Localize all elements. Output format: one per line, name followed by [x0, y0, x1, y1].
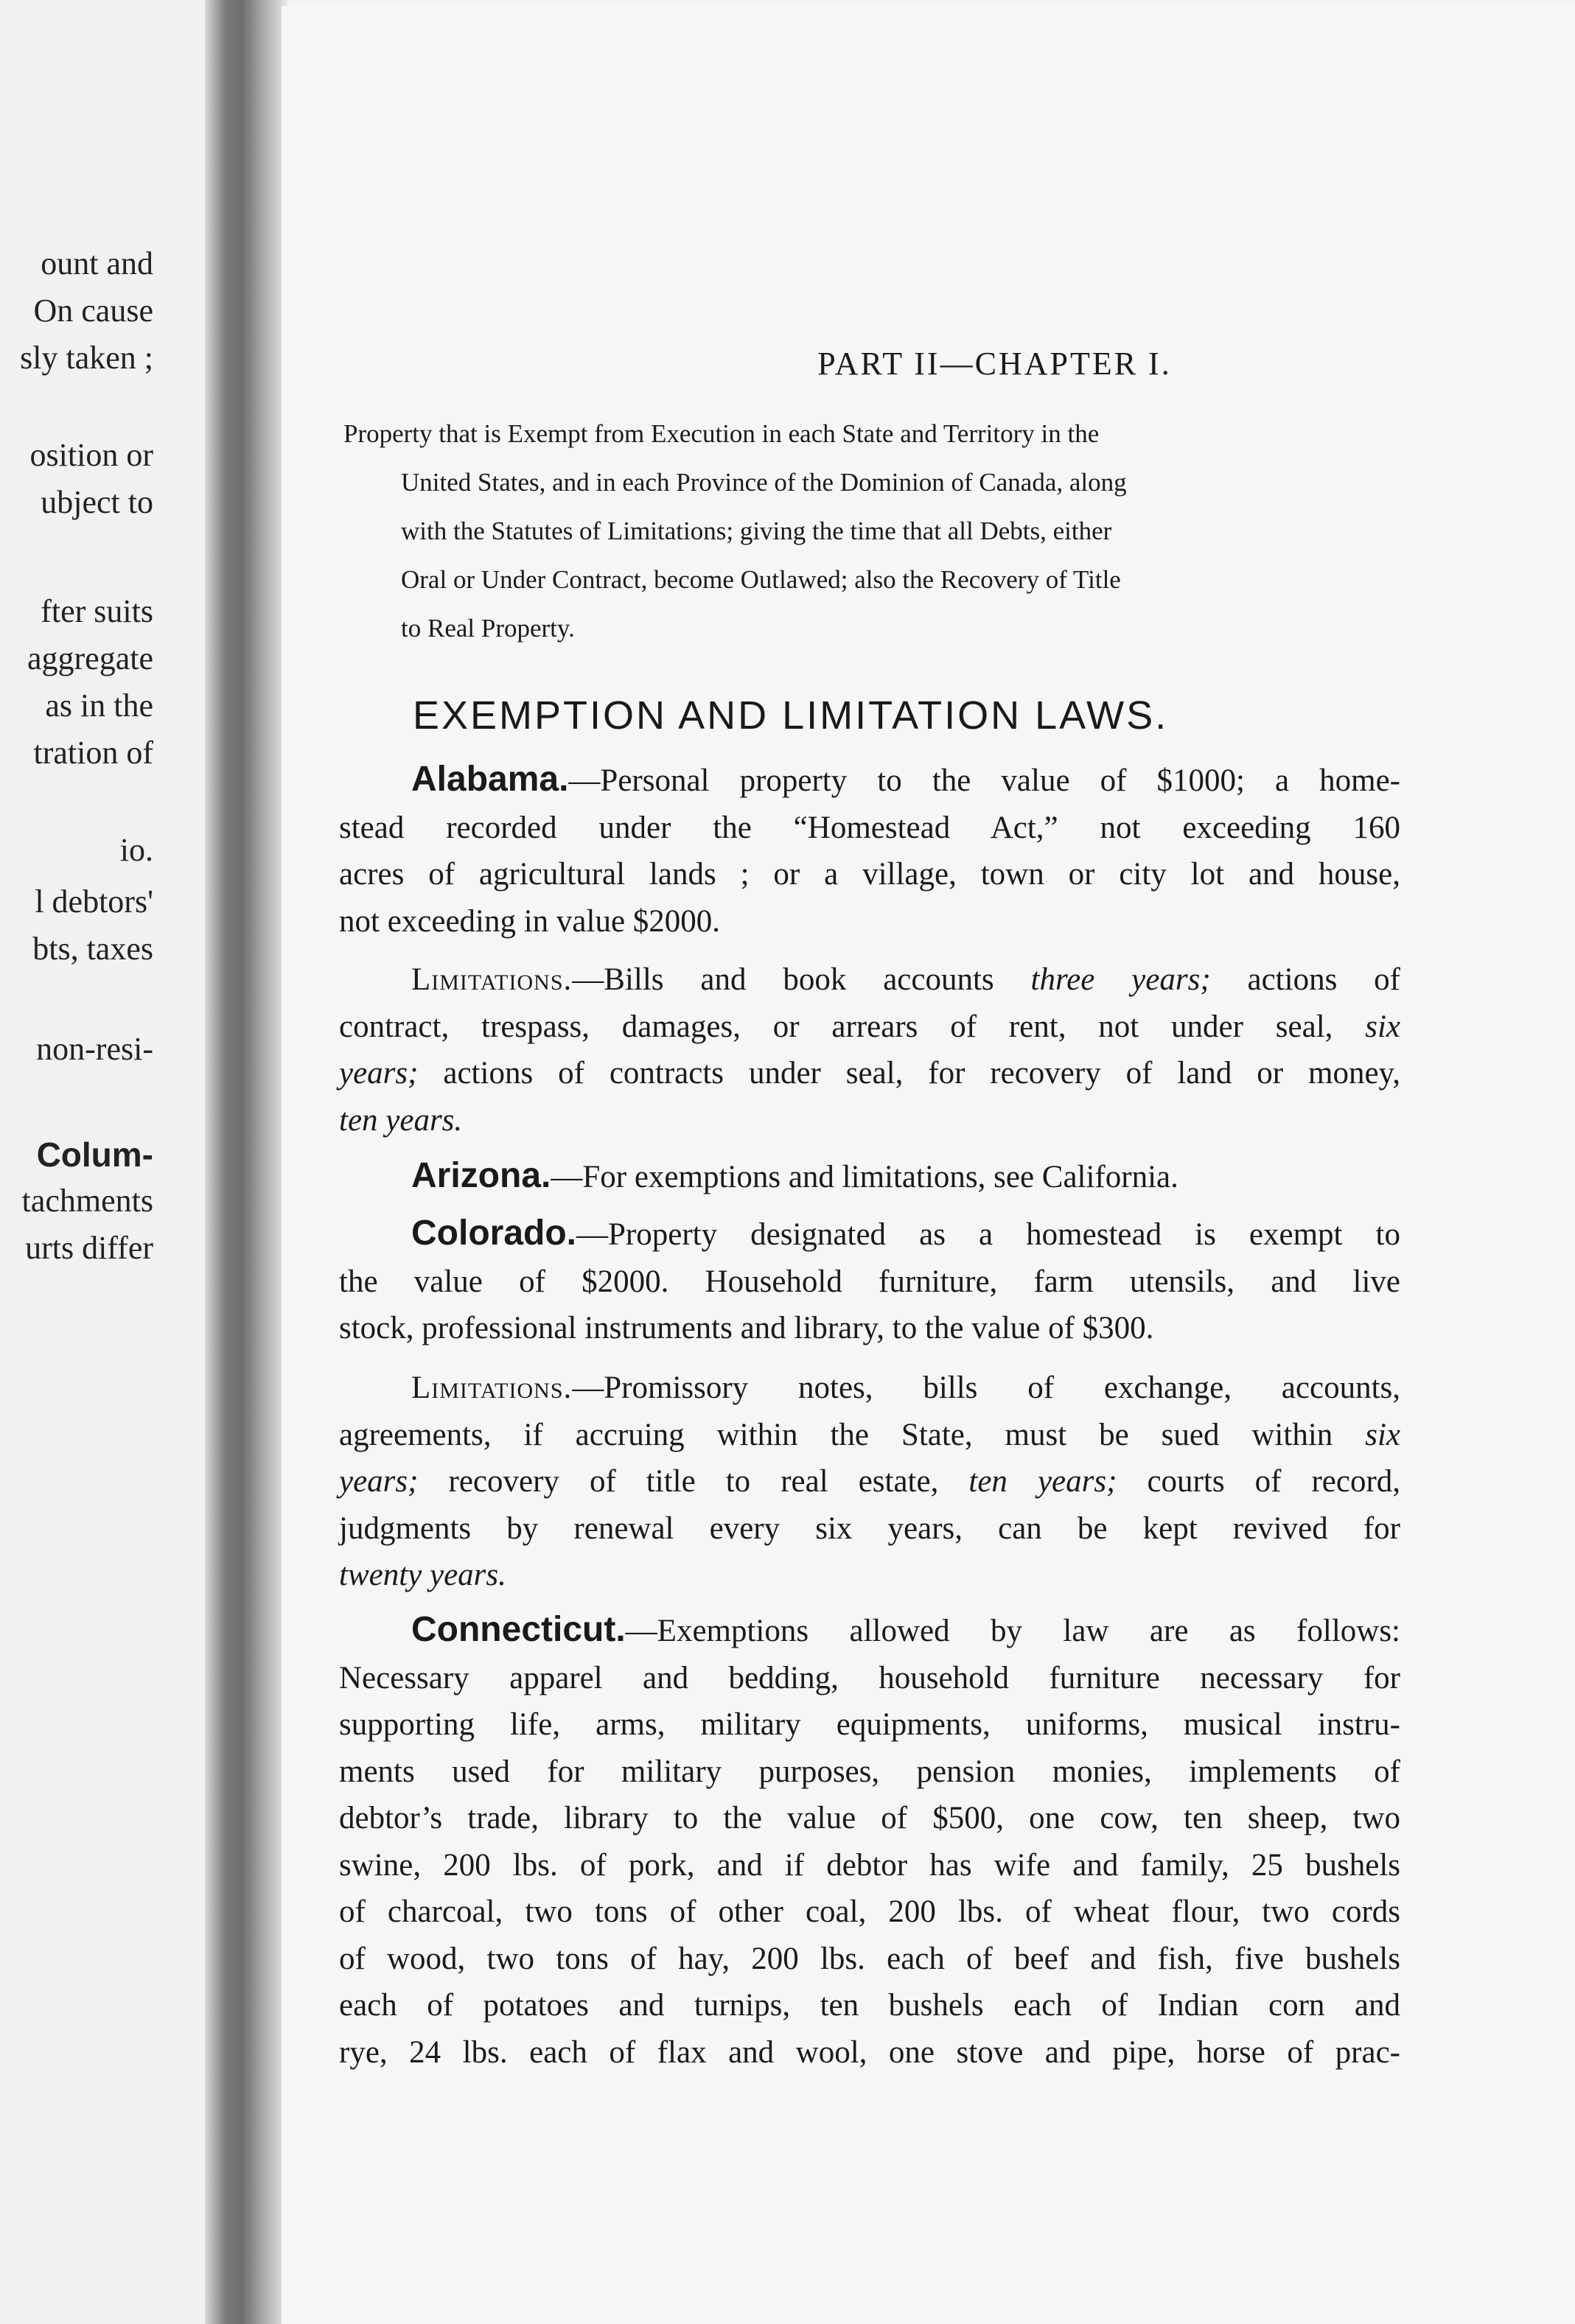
- colorado-line: stock, professional instruments and library, to the value of $300.: [339, 1311, 1154, 1345]
- state-name-alabama: Alabama.: [411, 760, 569, 799]
- text-run: recovery of title to real estate,: [448, 1464, 939, 1499]
- colorado-line: the value of $2000. Household furniture, farm utensils, and live: [339, 1264, 1400, 1299]
- left-page-line: ubject to: [41, 484, 153, 520]
- left-page-line: ount and: [41, 245, 153, 281]
- left-page-line: tration of: [33, 735, 153, 771]
- alabama-limitations: [339, 956, 1400, 1144]
- subtitle-line: Property that is Exempt from Execution in each State and Territory in the: [343, 419, 1100, 448]
- text-run: actions of: [1247, 962, 1401, 997]
- connecticut-line: of charcoal, two tons of other coal, 200 lbs. of wheat flour, two cords: [339, 1894, 1400, 1929]
- text-run: six: [1365, 1417, 1400, 1452]
- connecticut-line: of wood, two tons of hay, 200 lbs. each of beef and fish, five bushels: [339, 1941, 1400, 1976]
- left-page-line: non-resi-: [36, 1031, 153, 1067]
- state-name-connecticut: Connecticut.: [411, 1610, 626, 1649]
- left-page-line: fter suits: [41, 593, 153, 629]
- text-run: —Exemptions allowed by law are as follows:: [625, 1614, 1400, 1648]
- text-run: —Promissory notes, bills of exchange, accounts,: [572, 1371, 1400, 1405]
- text-run: six: [1365, 1009, 1400, 1044]
- subtitle-line: United States, and in each Province of the Dominion of Canada, along: [401, 468, 1127, 497]
- left-page-line: aggregate: [27, 640, 153, 676]
- subtitle-line: to Real Property.: [401, 614, 575, 643]
- alabama-line: acres of agricultural lands ; or a village, town or city lot and house,: [339, 857, 1400, 892]
- text-run: actions of contracts under seal, for recovery of land or money,: [443, 1056, 1401, 1091]
- left-page-line: io.: [119, 832, 153, 868]
- book-gutter: [205, 0, 287, 2324]
- alabama-line: not exceeding in value $2000.: [339, 903, 721, 939]
- connecticut-line: each of potatoes and turnips, ten bushels each of Indian corn and: [339, 1988, 1400, 2023]
- left-page-line: as in the: [45, 687, 153, 724]
- connecticut-line: swine, 200 lbs. of pork, and if debtor has wife and family, 25 bushels: [339, 1847, 1400, 1883]
- state-name-arizona: Arizona.: [411, 1156, 551, 1195]
- left-page-line: osition or: [29, 437, 153, 473]
- subtitle-line: Oral or Under Contract, become Outlawed; also the Recovery of Title: [401, 565, 1121, 594]
- alabama-line: —Personal property to the value of $1000; a home-: [568, 763, 1400, 798]
- arizona-entry: [339, 1152, 1400, 1201]
- left-page-line: Colum-: [36, 1135, 153, 1174]
- text-run: —Bills and book accounts: [572, 962, 994, 997]
- connecticut-line: ments used for military purposes, pension monies, implements of: [339, 1754, 1400, 1789]
- connecticut-line: supporting life, arms, military equipments, uniforms, musical instru-: [339, 1707, 1400, 1742]
- state-name-colorado: Colorado.: [411, 1214, 576, 1253]
- text-run: twenty years.: [339, 1558, 506, 1592]
- left-facing-page: [0, 0, 206, 2324]
- alabama-exemptions: [339, 756, 1400, 945]
- connecticut-line: debtor’s trade, library to the value of $500, one cow, ten sheep, two: [339, 1801, 1400, 1835]
- left-page-line: urts differ: [25, 1230, 153, 1266]
- limitations-label: Limitations.: [411, 962, 573, 997]
- text-run: years;: [339, 1056, 419, 1091]
- section-title: EXEMPTION AND LIMITATION LAWS.: [413, 693, 1169, 738]
- text-run: agreements, if accruing within the State, must be sued within: [339, 1417, 1333, 1452]
- text-run: courts of record,: [1147, 1464, 1401, 1499]
- text-run: —Property designated as a homestead is exempt to: [576, 1217, 1400, 1252]
- colorado-exemptions: [339, 1210, 1400, 1352]
- text-run: ten years;: [968, 1464, 1117, 1499]
- left-page-line: bts, taxes: [32, 931, 153, 967]
- connecticut-line: rye, 24 lbs. each of flax and wool, one stove and pipe, horse of prac-: [339, 2034, 1400, 2070]
- text-run: contract, trespass, damages, or arrears of rent, not under seal,: [339, 1009, 1333, 1044]
- text-run: judgments by renewal every six years, can be kept revived for: [339, 1511, 1400, 1546]
- chapter-subtitle: [343, 410, 1405, 653]
- alabama-line: stead recorded under the “Homestead Act,” not exceeding 160: [339, 810, 1400, 845]
- text-run: —For exemptions and limitations, see California.: [551, 1160, 1178, 1194]
- connecticut-line: Necessary apparel and bedding, household furniture necessary for: [339, 1660, 1400, 1695]
- left-page-line: sly taken ;: [20, 340, 153, 376]
- colorado-limitations: [339, 1365, 1400, 1599]
- chapter-title: PART II—CHAPTER I.: [817, 346, 1172, 382]
- connecticut-exemptions: [339, 1606, 1400, 2076]
- subtitle-line: with the Statutes of Limitations; giving the time that all Debts, either: [401, 517, 1112, 545]
- left-page-line: tachments: [21, 1183, 153, 1219]
- left-page-line: l debtors': [35, 883, 153, 920]
- text-run: ten years.: [339, 1102, 463, 1138]
- limitations-label: Limitations.: [411, 1371, 573, 1405]
- text-run: years;: [339, 1464, 419, 1499]
- text-run: three years;: [1030, 962, 1211, 997]
- left-page-line: On cause: [33, 293, 153, 329]
